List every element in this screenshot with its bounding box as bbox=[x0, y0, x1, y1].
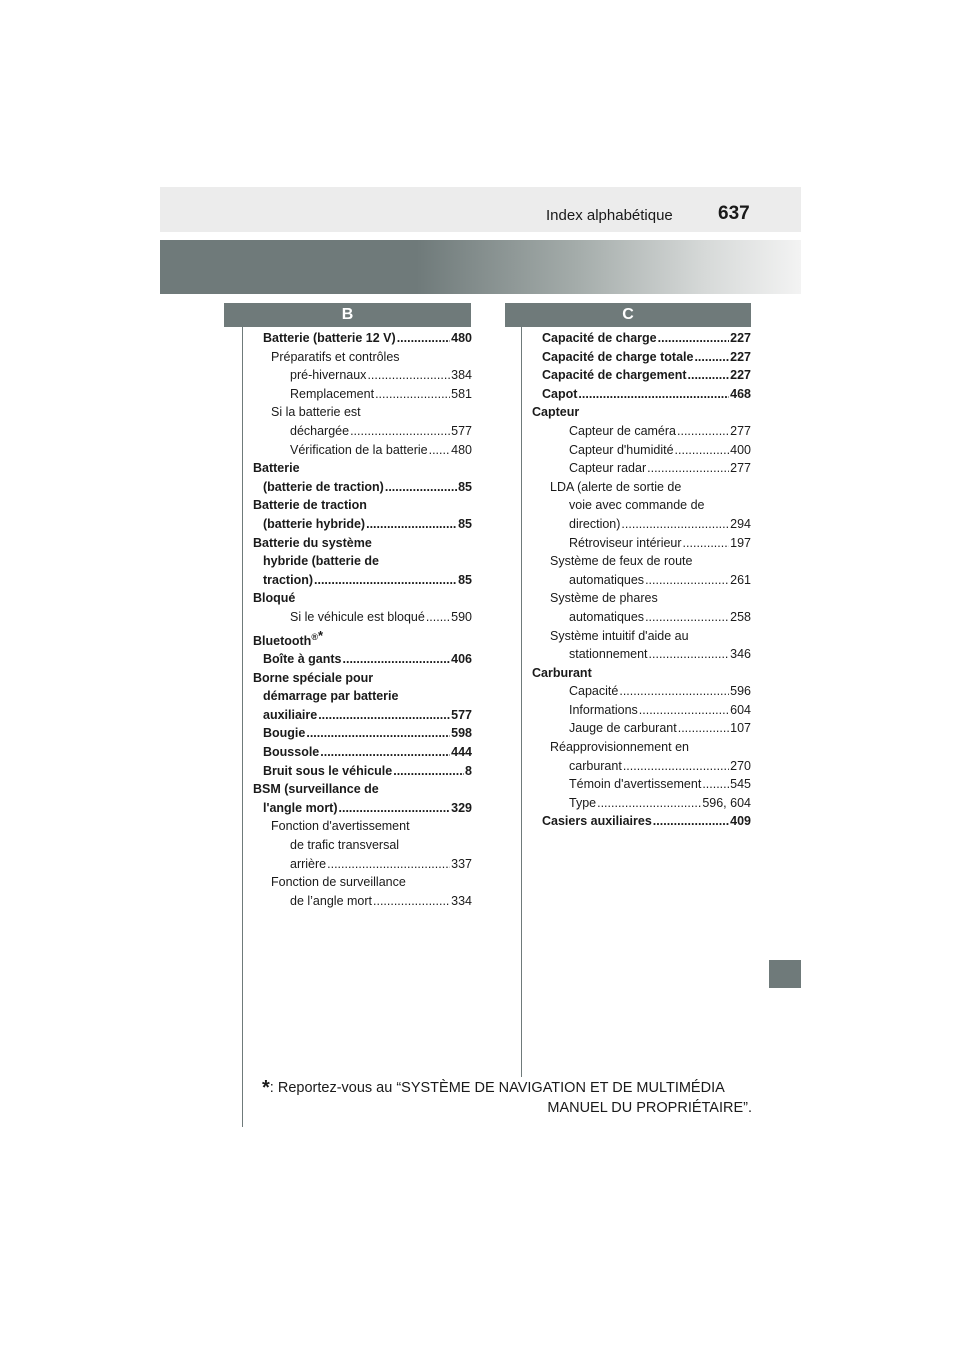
dot-leader bbox=[350, 422, 450, 441]
index-entry bbox=[532, 459, 751, 478]
index-entry bbox=[532, 366, 751, 385]
index-entry-text: stationnement bbox=[569, 647, 648, 662]
page-reference: 227 bbox=[730, 368, 751, 383]
index-entry-text: Batterie du système bbox=[253, 535, 372, 550]
index-entry bbox=[532, 552, 751, 589]
index-entry-text: Fonction de surveillance bbox=[271, 875, 406, 890]
page-reference: 409 bbox=[730, 814, 751, 829]
index-entry-text: voie avec commande de bbox=[569, 498, 705, 513]
index-entry bbox=[532, 701, 751, 720]
page-reference: 444 bbox=[451, 745, 472, 760]
index-entry-text: Bruit sous le véhicule bbox=[263, 763, 393, 778]
index-entry-text: automatiques bbox=[569, 609, 645, 624]
index-entry bbox=[532, 348, 751, 367]
index-entry-text: Système intuitif d'aide au bbox=[550, 628, 689, 643]
dot-leader bbox=[397, 329, 450, 348]
page-reference: 384 bbox=[451, 368, 472, 383]
footnote-line-1 bbox=[262, 1078, 752, 1098]
column-divider-middle bbox=[521, 327, 522, 1077]
page-reference: 581 bbox=[451, 386, 472, 401]
index-entry bbox=[532, 738, 751, 775]
index-entry bbox=[253, 403, 472, 440]
dot-leader bbox=[649, 645, 730, 664]
index-entry-text: BSM (surveillance de bbox=[253, 782, 379, 797]
page-reference: 346 bbox=[730, 647, 751, 662]
footnote-text-1: : Reportez-vous au “SYSTÈME DE NAVIGATION ET DE MULTIMÉDIA bbox=[269, 1080, 725, 1096]
dot-leader bbox=[393, 762, 464, 781]
index-entry bbox=[532, 794, 751, 813]
dot-leader bbox=[366, 515, 457, 534]
footnote-line-2: MANUEL DU PROPRIÉTAIRE”. bbox=[547, 1100, 752, 1116]
index-entry-text: automatiques bbox=[569, 572, 645, 587]
page-reference: 577 bbox=[451, 423, 472, 438]
index-entry-text: Batterie (batterie 12 V) bbox=[263, 331, 396, 345]
index-entry bbox=[253, 589, 472, 608]
dot-leader bbox=[597, 794, 701, 813]
footnote-marker: * bbox=[262, 1077, 270, 1099]
index-entry bbox=[532, 329, 751, 348]
dot-leader bbox=[327, 855, 450, 874]
page-reference: 258 bbox=[730, 609, 751, 624]
index-entry-text: Casiers auxiliaires bbox=[542, 814, 652, 829]
dot-leader bbox=[653, 812, 729, 831]
dot-leader bbox=[645, 571, 729, 590]
page-reference: 334 bbox=[451, 893, 472, 908]
dot-leader bbox=[426, 608, 450, 627]
index-entry-text: Vérification de la batterie bbox=[290, 442, 428, 457]
index-entry bbox=[532, 664, 751, 683]
page-reference: 406 bbox=[451, 652, 472, 667]
index-entry bbox=[532, 403, 751, 422]
index-entry bbox=[253, 669, 472, 725]
dot-leader bbox=[375, 385, 450, 404]
dot-leader bbox=[658, 329, 730, 348]
page-reference: 294 bbox=[730, 516, 751, 531]
index-entry bbox=[532, 589, 751, 626]
index-entry bbox=[253, 873, 472, 910]
index-entry bbox=[532, 422, 751, 441]
index-entry-text: Capteur d'humidité bbox=[569, 442, 674, 457]
page-title: Index alphabétique bbox=[546, 207, 673, 224]
dot-leader bbox=[677, 422, 729, 441]
index-entry-text: Fonction d'avertissement bbox=[271, 819, 410, 834]
footnote-reference: * bbox=[317, 627, 324, 643]
dot-leader bbox=[314, 571, 457, 590]
page-reference: 277 bbox=[730, 423, 751, 438]
dot-leader bbox=[647, 459, 729, 478]
page-reference: 400 bbox=[730, 442, 751, 457]
index-entry-text: Capacité de chargement bbox=[542, 368, 687, 383]
page-reference: 577 bbox=[451, 707, 472, 722]
page-reference: 545 bbox=[730, 777, 751, 792]
index-entry-text: Capacité de charge bbox=[542, 331, 657, 345]
page-reference: 85 bbox=[458, 516, 472, 531]
index-entry bbox=[253, 534, 472, 590]
index-entry bbox=[532, 812, 751, 831]
dot-leader bbox=[429, 441, 451, 460]
section-header-c: C bbox=[505, 303, 751, 327]
page-reference: 197 bbox=[730, 535, 751, 550]
index-entry-text: Rétroviseur intérieur bbox=[569, 535, 682, 550]
index-entry-text: Si la batterie est bbox=[271, 405, 361, 420]
index-entry-text: (batterie de traction) bbox=[263, 479, 384, 494]
index-entry-text: de l’angle mort bbox=[290, 893, 372, 908]
page-reference: 227 bbox=[730, 331, 751, 345]
index-entry-text: Système de phares bbox=[550, 591, 658, 606]
dot-leader bbox=[619, 682, 729, 701]
index-entry bbox=[532, 441, 751, 460]
index-entry-text: direction) bbox=[569, 516, 621, 531]
page-reference: 270 bbox=[730, 758, 751, 773]
index-entry bbox=[532, 719, 751, 738]
index-entry-text: déchargée bbox=[290, 423, 350, 438]
index-entry bbox=[253, 724, 472, 743]
index-entry-text: démarrage par batterie bbox=[263, 689, 399, 704]
section-header-b: B bbox=[224, 303, 471, 327]
index-entry-text: Capot bbox=[542, 386, 578, 401]
dot-leader bbox=[318, 706, 450, 725]
dot-leader bbox=[702, 775, 729, 794]
index-entry bbox=[532, 534, 751, 553]
dot-leader bbox=[639, 701, 729, 720]
dot-leader bbox=[339, 799, 451, 818]
index-entry-text: Système de feux de route bbox=[550, 554, 693, 569]
index-entry-text: auxiliaire bbox=[263, 707, 318, 722]
index-entry-text: Réapprovisionnement en bbox=[550, 740, 689, 755]
dot-leader bbox=[306, 724, 450, 743]
index-entry bbox=[253, 348, 472, 385]
index-entry-text: hybride (batterie de bbox=[263, 554, 379, 569]
dot-leader bbox=[343, 650, 451, 669]
page-reference: 277 bbox=[730, 461, 751, 476]
dot-leader bbox=[373, 892, 450, 911]
index-entry-text: LDA (alerte de sortie de bbox=[550, 479, 682, 494]
index-entry-text: Batterie bbox=[253, 461, 300, 476]
page-reference: 596 bbox=[730, 684, 751, 699]
index-entry-text: Préparatifs et contrôles bbox=[271, 349, 400, 364]
page-reference: 227 bbox=[730, 349, 751, 364]
page-reference: 596, 604 bbox=[702, 795, 751, 810]
index-entry bbox=[253, 627, 472, 651]
index-entry-text: l'angle mort) bbox=[263, 800, 338, 815]
index-column-c bbox=[532, 329, 751, 831]
page-reference: 85 bbox=[458, 479, 472, 494]
dot-leader bbox=[645, 608, 729, 627]
index-entry bbox=[532, 478, 751, 534]
index-entry-text: Jauge de carburant bbox=[569, 721, 677, 736]
index-entry-text: (batterie hybride) bbox=[263, 516, 366, 531]
index-entry bbox=[532, 627, 751, 664]
dot-leader bbox=[578, 385, 729, 404]
page-reference: 468 bbox=[730, 386, 751, 401]
index-entry bbox=[253, 459, 472, 496]
index-entry-text: pré-hivernaux bbox=[290, 368, 367, 383]
page-reference: 261 bbox=[730, 572, 751, 587]
index-entry-text: Témoin d'avertissement bbox=[569, 777, 702, 792]
index-entry bbox=[532, 682, 751, 701]
index-entry bbox=[253, 329, 472, 348]
index-entry-text: Bluetooth bbox=[253, 633, 312, 648]
footnote bbox=[262, 1078, 752, 1118]
index-entry-text: Capteur de caméra bbox=[569, 423, 677, 438]
index-side-tab bbox=[769, 960, 801, 988]
dot-leader bbox=[678, 719, 729, 738]
index-entry-text: Bougie bbox=[263, 726, 306, 741]
page-reference: 8 bbox=[465, 763, 472, 778]
page-reference: 590 bbox=[451, 609, 472, 624]
index-entry-text: Type bbox=[569, 795, 597, 810]
page-reference: 480 bbox=[451, 331, 472, 345]
page-reference: 107 bbox=[730, 721, 751, 736]
index-entry-text: Capteur bbox=[532, 405, 580, 420]
index-entry-text: Remplacement bbox=[290, 386, 375, 401]
dot-leader bbox=[623, 757, 729, 776]
dot-leader bbox=[694, 348, 729, 367]
index-entry bbox=[253, 817, 472, 873]
dot-leader bbox=[385, 478, 457, 497]
index-entry-text: Boussole bbox=[263, 745, 320, 760]
index-entry-text: Bloqué bbox=[253, 591, 296, 606]
dot-leader bbox=[621, 515, 729, 534]
page-reference: 480 bbox=[451, 442, 472, 457]
index-column-b bbox=[253, 329, 472, 910]
index-entry-text: Boîte à gants bbox=[263, 652, 342, 667]
dot-leader bbox=[675, 441, 730, 460]
dot-leader bbox=[683, 534, 730, 553]
index-entry-text: Batterie de traction bbox=[253, 498, 367, 513]
index-entry bbox=[253, 650, 472, 669]
index-entry bbox=[253, 608, 472, 627]
column-divider-left bbox=[242, 327, 243, 1127]
index-entry bbox=[253, 780, 472, 817]
page-number: 637 bbox=[718, 203, 750, 224]
index-entry-text: Si le véhicule est bloqué bbox=[290, 609, 425, 624]
index-entry-text: Capacité bbox=[569, 684, 619, 699]
index-entry-text: carburant bbox=[569, 758, 622, 773]
index-entry-text: Informations bbox=[569, 702, 638, 717]
index-entry-text: Carburant bbox=[532, 665, 592, 680]
index-entry bbox=[253, 496, 472, 533]
index-entry-text: Capacité de charge totale bbox=[542, 349, 694, 364]
index-entry-text: traction) bbox=[263, 572, 313, 587]
index-entry bbox=[532, 385, 751, 404]
index-entry-text: Borne spéciale pour bbox=[253, 670, 374, 685]
dot-leader bbox=[688, 366, 730, 385]
index-entry-text: arrière bbox=[290, 856, 327, 871]
page-reference: 598 bbox=[451, 726, 472, 741]
registered-mark: ® bbox=[311, 631, 318, 642]
header-band bbox=[160, 240, 801, 294]
index-entry bbox=[253, 743, 472, 762]
page-reference: 337 bbox=[451, 856, 472, 871]
index-entry bbox=[532, 775, 751, 794]
page-reference: 604 bbox=[730, 702, 751, 717]
index-entry bbox=[253, 385, 472, 404]
index-entry-text: de trafic transversal bbox=[290, 838, 400, 853]
header-bar bbox=[160, 187, 801, 232]
index-entry bbox=[253, 441, 472, 460]
dot-leader bbox=[320, 743, 450, 762]
index-entry-text: Capteur radar bbox=[569, 461, 647, 476]
page-reference: 85 bbox=[458, 572, 472, 587]
dot-leader bbox=[367, 366, 450, 385]
page-reference: 329 bbox=[451, 800, 472, 815]
index-entry bbox=[253, 762, 472, 781]
